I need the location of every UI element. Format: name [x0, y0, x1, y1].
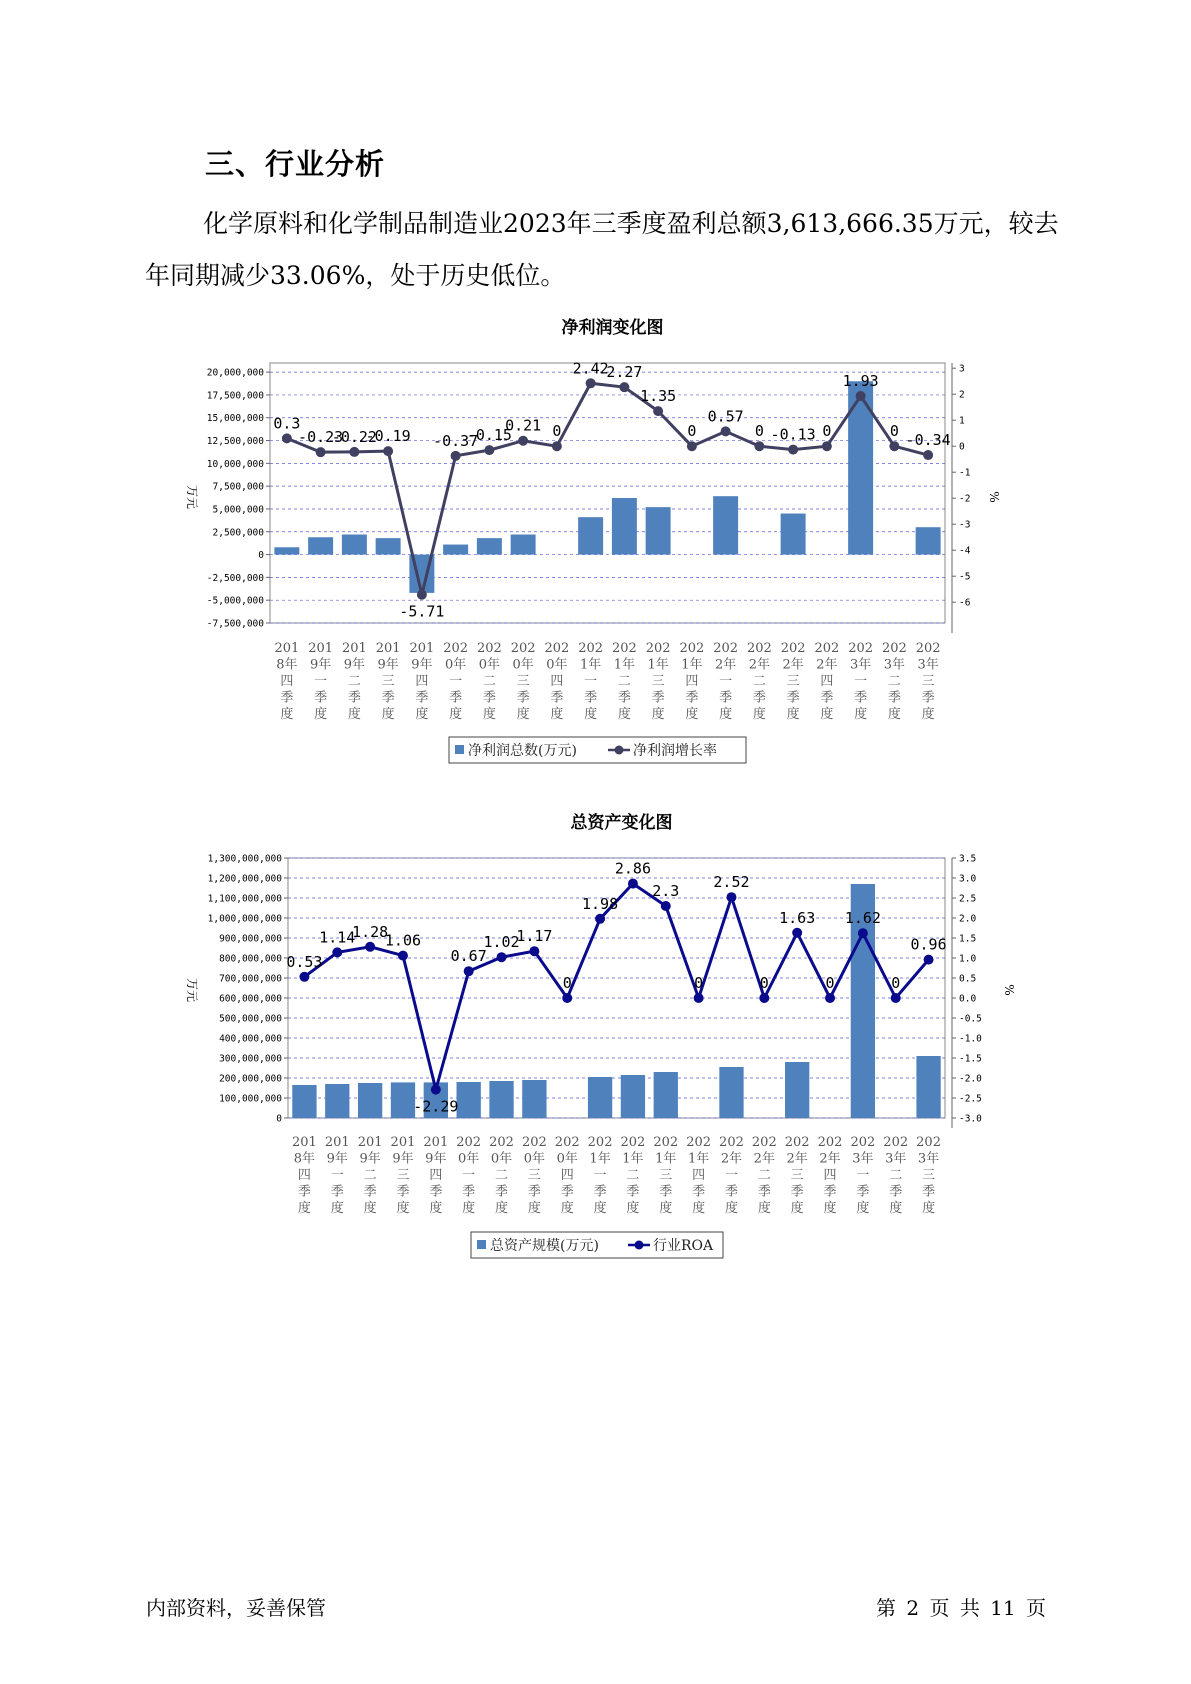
y-left-tick-label: 10,000,000 — [206, 458, 264, 470]
y-left-tick-label: 0 — [258, 550, 264, 562]
bar — [588, 1077, 612, 1118]
x-category-label: 201 9年一季度 — [308, 641, 334, 722]
data-label: 1.28 — [352, 922, 389, 941]
line-point — [858, 928, 868, 938]
legend-line-label: 行业ROA — [653, 1238, 714, 1254]
y-right-tick-label: -3 — [959, 519, 971, 531]
summary-text: 化学原料和化学制品制造业2023年三季度盈利总额3,613,666.35万元，较去年同期减少33.06%，处于历史低位。 — [145, 209, 1059, 290]
data-label: 0 — [759, 974, 769, 992]
x-category-label: 201 9年二季度 — [357, 1135, 383, 1216]
confidential-note: 内部资料，妥善保管 — [146, 1596, 326, 1620]
y-right-tick-label: 3 — [959, 363, 965, 375]
x-category-label: 202 0年三季度 — [521, 1135, 547, 1216]
x-category-label: 202 3年一季度 — [848, 641, 874, 722]
line-point — [595, 914, 605, 924]
data-label: 0 — [822, 422, 832, 441]
legend-line-marker — [635, 1241, 644, 1250]
line-point — [694, 993, 704, 1003]
data-label: 2.86 — [614, 859, 651, 878]
line-point — [759, 993, 769, 1003]
y-left-tick-label: 17,500,000 — [206, 390, 264, 402]
x-category-label: 202 0年四季度 — [554, 1135, 580, 1216]
data-label: 0 — [891, 974, 901, 992]
y-left-tick-label: 1,000,000,000 — [207, 913, 282, 925]
line-point — [726, 892, 736, 902]
line-point — [398, 951, 408, 961]
x-category-label: 202 3年二季度 — [883, 1135, 909, 1216]
line-point — [431, 1085, 441, 1095]
line-point — [497, 952, 507, 962]
y-left-tick-label: 0 — [276, 1113, 282, 1125]
x-category-label: 202 2年三季度 — [780, 641, 806, 722]
x-category-label: 201 8年四季度 — [292, 1135, 317, 1216]
data-label: 0 — [552, 422, 562, 441]
legend-bar-label: 总资产规模(万元) — [490, 1238, 599, 1254]
y-left-tick-label: 1,200,000,000 — [207, 873, 282, 885]
y-right-tick-label: 0 — [959, 441, 965, 453]
y-right-tick-label: 0.5 — [959, 973, 977, 985]
x-category-label: 201 9年三季度 — [390, 1135, 416, 1216]
x-category-label: 202 1年一季度 — [578, 641, 604, 722]
y-left-tick-label: -5,000,000 — [206, 595, 264, 607]
y-right-tick-label: -2.0 — [959, 1073, 982, 1085]
data-label: 1.62 — [844, 909, 881, 928]
y-left-tick-label: 2,500,000 — [212, 527, 264, 539]
x-category-label: 202 1年二季度 — [620, 1135, 646, 1216]
x-category-label: 202 1年四季度 — [679, 641, 705, 722]
line-series — [304, 884, 928, 1090]
y-right-tick-label: 0.0 — [959, 993, 977, 1005]
y-left-unit: 万元 — [185, 484, 199, 510]
bar — [489, 1081, 513, 1118]
chart-title: 总资产变化图 — [570, 813, 673, 833]
bar — [325, 1084, 349, 1118]
x-category-label: 202 2年二季度 — [751, 1135, 777, 1216]
bar — [785, 1062, 809, 1118]
y-left-unit: 万元 — [185, 977, 199, 1003]
data-label: 1.63 — [779, 908, 816, 927]
bar — [391, 1082, 415, 1118]
y-right-tick-label: 1.0 — [959, 953, 977, 965]
x-category-label: 202 3年二季度 — [881, 641, 907, 722]
data-label: -0.15 — [466, 426, 512, 445]
y-left-tick-label: 900,000,000 — [219, 933, 282, 945]
y-left-tick-label: 7,500,000 — [212, 481, 264, 493]
data-label: 0.53 — [286, 952, 323, 971]
y-right-tick-label: -5 — [959, 571, 971, 583]
x-category-label: 201 9年一季度 — [324, 1135, 350, 1216]
y-right-tick-label: -1 — [959, 467, 971, 479]
line-point — [825, 993, 835, 1003]
line-point — [332, 947, 342, 957]
x-category-label: 201 9年三季度 — [375, 641, 401, 722]
data-label: 2.3 — [652, 882, 680, 900]
y-left-tick-label: 800,000,000 — [219, 953, 282, 965]
x-category-label: 202 3年三季度 — [915, 641, 941, 722]
x-category-label: 202 0年二季度 — [476, 641, 502, 722]
line-point — [661, 901, 671, 911]
x-category-label: 202 1年二季度 — [611, 641, 637, 722]
line-point — [365, 942, 375, 952]
y-right-tick-label: -2.5 — [959, 1093, 982, 1105]
y-left-tick-label: 500,000,000 — [219, 1013, 282, 1025]
y-right-tick-label: 1 — [959, 415, 965, 427]
y-right-tick-label: -1.5 — [959, 1053, 982, 1065]
x-category-label: 202 1年四季度 — [686, 1135, 712, 1216]
line-point — [562, 993, 572, 1003]
y-left-tick-label: -2,500,000 — [206, 572, 264, 584]
x-category-label: 202 3年三季度 — [916, 1135, 941, 1216]
data-label: 1.06 — [384, 931, 422, 950]
data-label: -0.37 — [433, 431, 479, 450]
y-right-unit: % — [987, 491, 1001, 503]
x-category-label: 202 0年一季度 — [456, 1135, 482, 1216]
line-point — [792, 928, 802, 938]
y-left-tick-label: 1,300,000,000 — [207, 853, 282, 865]
x-category-label: 202 2年一季度 — [719, 1135, 744, 1216]
data-label: 0 — [562, 974, 572, 992]
y-left-tick-label: 1,100,000,000 — [207, 893, 282, 905]
bar — [719, 1067, 743, 1118]
line-point — [891, 993, 901, 1003]
bar — [522, 1080, 546, 1118]
section-heading: 三、行业分析 — [205, 147, 386, 181]
x-category-label: 202 0年一季度 — [443, 641, 469, 722]
bar — [292, 1085, 316, 1118]
y-left-tick-label: 12,500,000 — [206, 436, 264, 448]
x-category-label: 201 9年四季度 — [423, 1135, 449, 1216]
data-label: -0.34 — [905, 431, 951, 450]
x-category-label: 202 2年二季度 — [746, 641, 772, 722]
y-right-tick-label: -4 — [959, 545, 971, 557]
y-left-tick-label: 700,000,000 — [219, 973, 282, 985]
y-left-tick-label: 5,000,000 — [212, 504, 264, 516]
x-category-label: 202 2年一季度 — [713, 641, 739, 722]
data-label: 0.3 — [273, 414, 301, 433]
data-label: 2.42 — [572, 359, 609, 378]
data-label: 1.17 — [516, 927, 553, 946]
bar — [358, 1083, 382, 1118]
x-category-label: 201 8年四季度 — [274, 641, 300, 722]
data-label: 0.96 — [910, 935, 947, 954]
data-label: 1.14 — [319, 928, 356, 947]
y-left-tick-label: -7,500,000 — [206, 618, 264, 630]
y-left-tick-label: 15,000,000 — [206, 413, 264, 425]
data-label: 1.35 — [640, 387, 677, 406]
y-left-tick-label: 400,000,000 — [219, 1033, 282, 1045]
data-label: 1.98 — [582, 894, 619, 913]
x-category-label: 202 2年三季度 — [784, 1135, 810, 1216]
data-label: -2.29 — [413, 1097, 459, 1116]
x-category-label: 201 9年二季度 — [341, 641, 367, 722]
y-right-tick-label: 2.0 — [959, 913, 977, 925]
x-category-label: 202 3年一季度 — [850, 1135, 876, 1216]
x-category-label: 202 2年四季度 — [814, 641, 840, 722]
y-right-tick-label: -0.5 — [959, 1013, 982, 1025]
y-left-tick-label: 20,000,000 — [206, 367, 264, 379]
x-category-label: 202 1年三季度 — [653, 1135, 679, 1216]
line-point — [924, 955, 934, 965]
data-label: 0 — [694, 974, 704, 992]
x-category-label: 202 0年四季度 — [544, 641, 570, 722]
data-label: 0 — [825, 974, 835, 992]
bar — [654, 1072, 678, 1118]
data-label: -0.22 — [331, 427, 377, 446]
y-right-tick-label: 3.0 — [959, 873, 977, 885]
data-label: 0 — [889, 422, 899, 441]
x-category-label: 202 1年三季度 — [645, 641, 671, 722]
bar — [457, 1082, 481, 1118]
y-right-tick-label: 2.5 — [959, 893, 977, 905]
bar — [916, 1056, 940, 1118]
data-label: 1.93 — [842, 372, 879, 391]
line-point — [299, 972, 309, 982]
y-right-tick-label: 3.5 — [959, 853, 977, 865]
y-left-tick-label: 100,000,000 — [219, 1093, 282, 1105]
data-label: -0.19 — [365, 427, 411, 446]
y-left-tick-label: 300,000,000 — [219, 1053, 282, 1065]
legend-bar-label: 净利润总数(万元) — [468, 743, 577, 759]
data-label: 1.02 — [483, 933, 520, 952]
legend-bar-swatch — [477, 1240, 486, 1249]
line-point — [628, 879, 638, 889]
data-label: 0.57 — [707, 407, 744, 426]
line-point — [464, 966, 474, 976]
y-right-tick-label: -3.0 — [959, 1113, 982, 1125]
legend-line-label: 净利润增长率 — [633, 743, 717, 759]
y-right-tick-label: -6 — [959, 597, 971, 609]
y-right-tick-label: -2 — [959, 493, 971, 505]
data-label: -0.13 — [770, 425, 816, 444]
y-right-tick-label: 1.5 — [959, 933, 977, 945]
data-label: 0.21 — [505, 416, 542, 435]
data-label: 0 — [687, 422, 697, 441]
line-point — [529, 946, 539, 956]
data-label: 0.67 — [450, 947, 487, 966]
x-category-label: 202 2年四季度 — [817, 1135, 843, 1216]
y-left-tick-label: 600,000,000 — [219, 993, 282, 1005]
x-category-label: 202 1年一季度 — [587, 1135, 613, 1216]
data-label: 2.27 — [606, 363, 643, 382]
chart-title: 净利润变化图 — [561, 318, 664, 338]
x-category-label: 202 0年二季度 — [489, 1135, 514, 1216]
data-label: 2.52 — [713, 873, 750, 892]
page-number: 第 2 页 共 11 页 — [876, 1596, 1046, 1620]
data-label: -5.71 — [399, 602, 445, 621]
y-right-tick-label: -1.0 — [959, 1033, 982, 1045]
x-category-label: 201 9年四季度 — [409, 641, 435, 722]
y-right-tick-label: 2 — [959, 389, 965, 401]
y-right-unit: % — [1002, 984, 1016, 996]
data-label: -0.23 — [298, 428, 344, 447]
data-label: 0 — [754, 422, 764, 441]
y-left-tick-label: 200,000,000 — [219, 1073, 282, 1085]
bar — [621, 1075, 645, 1118]
x-category-label: 202 0年三季度 — [510, 641, 536, 722]
